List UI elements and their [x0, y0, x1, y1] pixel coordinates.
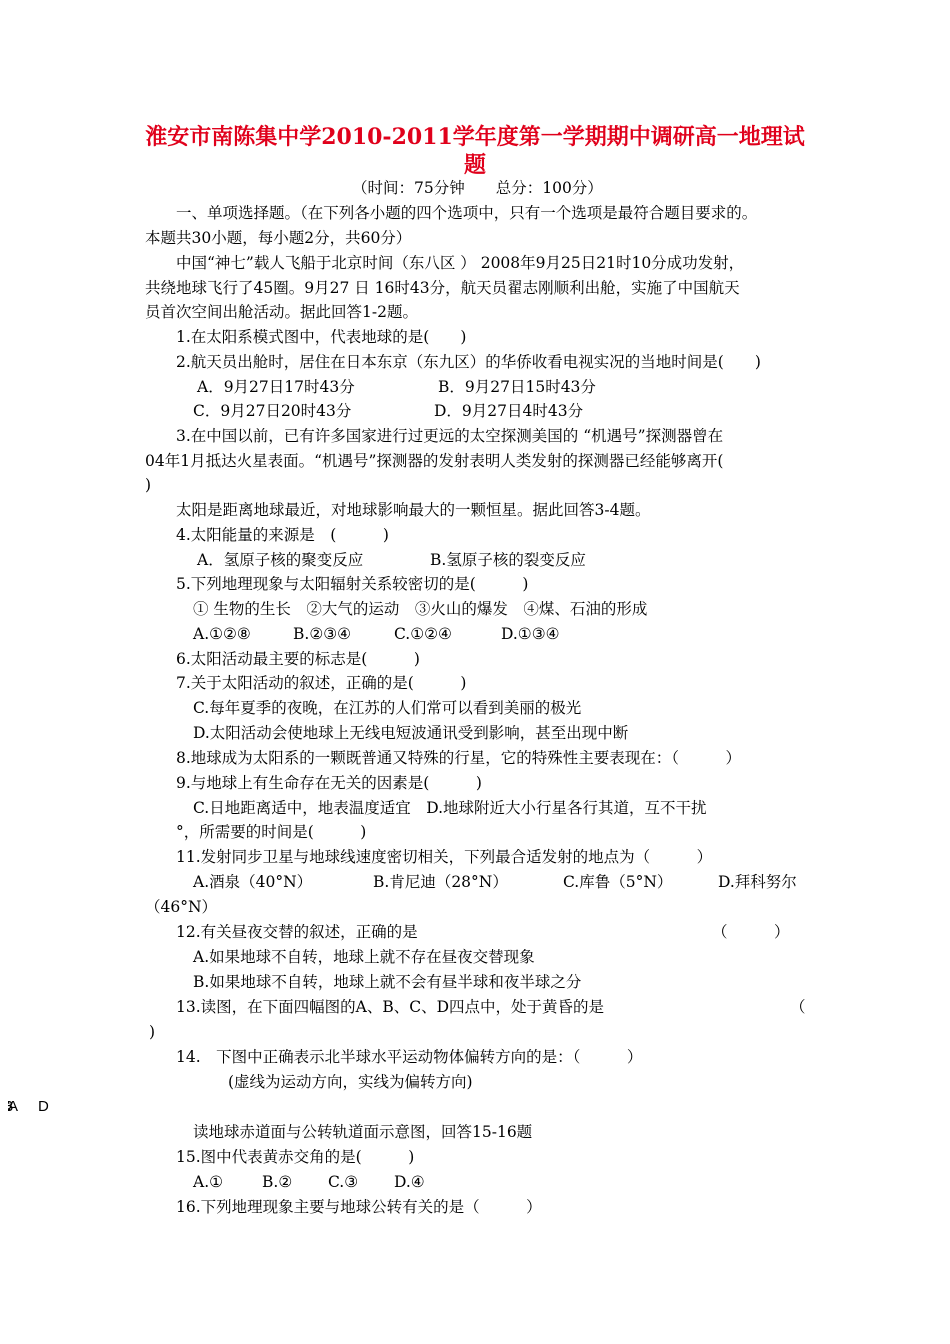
q4-option-b: B.氢原子核的裂变反应: [430, 551, 586, 569]
q9-options-cd: C.日地距离适中，地表温度适宜 D.地球附近大小行星各行其道，互不干扰: [193, 799, 707, 817]
q5-option-a: A.①②⑧: [193, 625, 251, 643]
question-15: 15.图中代表黄赤交角的是( ): [176, 1148, 415, 1166]
q2-option-a: A．9月27日17时43分: [197, 378, 355, 396]
q2-option-b: B．9月27日15时43分: [438, 378, 596, 396]
q11-option-a: A.酒泉（40°N）: [193, 873, 313, 891]
q7-option-d: D.太阳活动会使地球上无线电短波通讯受到影响，甚至出现中断: [193, 724, 629, 742]
q15-option-b: B.②: [262, 1173, 293, 1191]
question-16: 16.下列地理现象主要与地球公转有关的是（ ）: [176, 1198, 542, 1216]
question-7: 7.关于太阳活动的叙述，正确的是( ): [176, 674, 467, 692]
question-12: 12.有关昼夜交替的叙述，正确的是: [176, 923, 418, 941]
q11-option-c: C.库鲁（5°N）: [563, 873, 673, 891]
q14-note: (虚线为运动方向，实线为偏转方向): [228, 1073, 473, 1091]
question-13: 13.读图，在下面四幅图的A、B、C、D四点中，处于黄昏的是: [176, 998, 605, 1016]
document-title-line1: 淮安市南陈集中学2010-2011学年度第一学期期中调研高一地理试: [145, 124, 805, 150]
q13-paren-open: （: [790, 998, 806, 1016]
q11-option-d-cont: （46°N）: [145, 898, 218, 916]
question-3-line3: ): [145, 476, 152, 494]
question-14: 14. 下图中正确表示北半球水平运动物体偏转方向的是：（ ）: [176, 1048, 643, 1066]
question-3-line1: 3.在中国以前，已有许多国家进行过更远的太空探测美国的 “机遇号”探测器曾在: [176, 427, 724, 445]
q5-option-d: D.①③④: [501, 625, 560, 643]
passage-2: 太阳是距离地球最近，对地球影响最大的一颗恒星。据此回答3-4题。: [176, 501, 651, 519]
q7-option-c: C.每年夏季的夜晚，在江苏的人们常可以看到美丽的极光: [193, 699, 582, 717]
q12-option-a: A.如果地球不自转，地球上就不存在昼夜交替现象: [193, 948, 535, 966]
q5-option-c: C.①②④: [394, 625, 452, 643]
q2-option-d: D．9月27日4时43分: [434, 402, 584, 420]
passage-1-line3: 员首次空间出舱活动。据此回答1-2题。: [145, 303, 418, 321]
section-heading: 一、单项选择题。（在下列各小题的四个选项中，只有一个选项是最符合题目要求的。: [176, 204, 758, 222]
passage-3: 读地球赤道面与公转轨道面示意图，回答15-16题: [193, 1123, 533, 1141]
question-5: 5.下列地理现象与太阳辐射关系较密切的是( ): [176, 575, 529, 593]
question-11: 11.发射同步卫星与地球线速度密切相关，下列最合适发射的地点为（ ）: [176, 848, 713, 866]
q15-option-d: D.④: [394, 1173, 425, 1191]
q5-items: ① 生物的生长 ②大气的运动 ③火山的爆发 ④煤、石油的形成: [193, 600, 648, 618]
section-heading-cont: 本题共30小题，每小题2分，共60分）: [145, 229, 412, 247]
figure-label-overlap: [8, 1098, 26, 1115]
question-6: 6.太阳活动最主要的标志是( ): [176, 650, 420, 668]
question-9: 9.与地球上有生命存在无关的因素是( ): [176, 774, 482, 792]
exam-info: （时间：75分钟 总分：100分）: [352, 179, 603, 197]
passage-1-line2: 共绕地球飞行了45圈。9月27 日 16时43分，航天员翟志刚顺利出舱，实施了中国航天: [145, 279, 740, 297]
q5-option-b: B.②③④: [293, 625, 352, 643]
q13-paren-close: ): [149, 1023, 156, 1041]
question-3-line2: 04年1月抵达火星表面。“机遇号”探测器的发射表明人类发射的探测器已经能够离开(: [145, 452, 724, 470]
q11-option-b: B.肯尼迪（28°N）: [373, 873, 508, 891]
question-4: 4.太阳能量的来源是 ( ): [176, 526, 389, 544]
passage-1-line1: 中国“神七”载人飞船于北京时间（东八区 ） 2008年9月25日21时10分成功发射，: [176, 254, 745, 272]
q2-option-c: C．9月27日20时43分: [193, 402, 352, 420]
q15-option-a: A.①: [193, 1173, 224, 1191]
q11-option-d: D.拜科努尔: [718, 873, 797, 891]
question-8: 8.地球成为太阳系的一颗既普通又特殊的行星，它的特殊性主要表现在：（ ）: [176, 749, 742, 767]
question-2: 2.航天员出舱时，居住在日本东京（东九区）的华侨收看电视实况的当地时间是( ): [176, 353, 761, 371]
q12-option-b: B.如果地球不自转，地球上就不会有昼半球和夜半球之分: [193, 973, 582, 991]
question-10-fragment: °，所需要的时间是( ): [176, 823, 367, 841]
q15-option-c: C.③: [328, 1173, 359, 1191]
figure-label-d: D: [38, 1098, 49, 1115]
document-title-line2: 题: [463, 152, 486, 178]
q4-option-a: A．氢原子核的聚变反应: [197, 551, 364, 569]
q12-answer-paren: （ ）: [712, 923, 790, 941]
question-1: 1.在太阳系模式图中，代表地球的是( ): [176, 328, 467, 346]
